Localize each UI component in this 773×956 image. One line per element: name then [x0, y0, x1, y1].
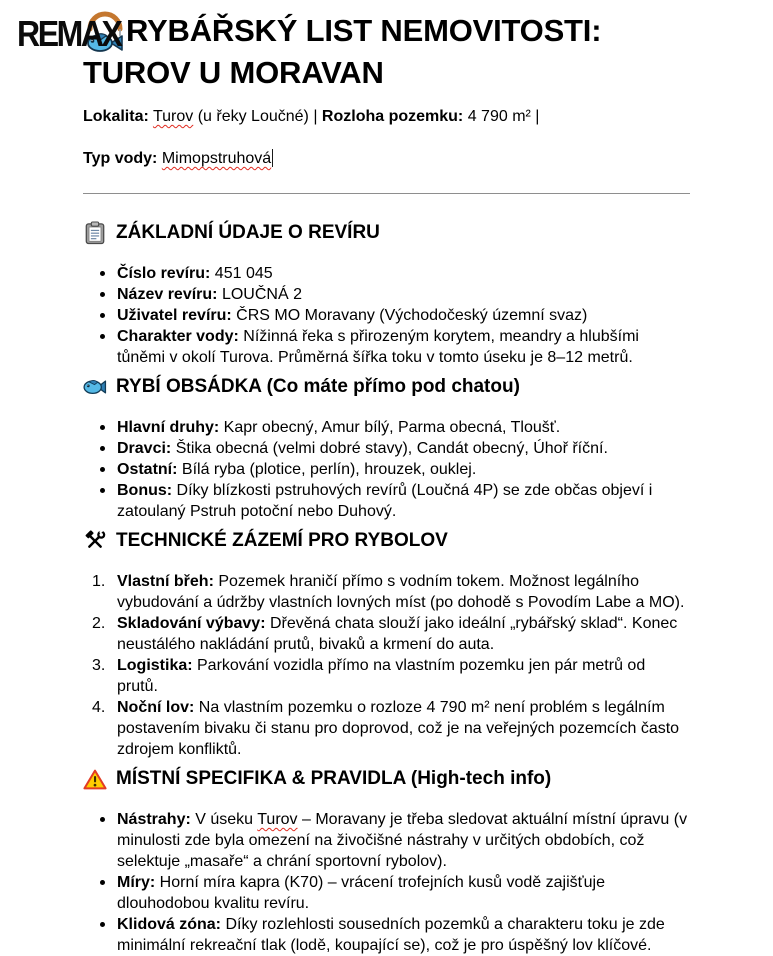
list-item [92, 655, 690, 697]
list-item [117, 284, 690, 305]
section-mistni-specifika [83, 767, 690, 956]
text-run: Dravci: [117, 440, 172, 457]
text-run: Klidová zóna: [117, 916, 222, 933]
text-run: 451 045 [210, 265, 273, 282]
text-run: ČRS MO Moravany (Východočeský územní svaz) [231, 307, 588, 324]
text-run: Uživatel revíru: [117, 307, 232, 324]
list-bullet-marker [100, 922, 105, 927]
text-run: Díky rozlehlosti sousedních pozemků a charakteru toku je zde minimální rekreační tlak (lodě, koupající se), což je pro úspěšný lov klíčové. [117, 916, 665, 954]
list-item [117, 872, 690, 914]
list-number-marker: 4. [92, 699, 106, 716]
text-run: Díky blízkosti pstruhových revírů (Loučná 4P) se zde občas objeví i zatoulaný Pstruh potoční nebo Duhový. [117, 482, 653, 520]
section-title: TECHNICKÉ ZÁZEMÍ PRO RYBOLOV [116, 530, 448, 551]
property-meta [83, 106, 690, 169]
bullet-list [83, 809, 690, 956]
bullet-list [83, 417, 690, 522]
list-bullet-marker [100, 292, 105, 297]
title-line-1: RYBÁŘSKÝ LIST NEMOVITOSTI: [126, 13, 602, 48]
section-zakladni-udaje [83, 221, 690, 368]
text-cursor-caret [272, 149, 273, 167]
section-technicke-zazemi [83, 529, 690, 760]
section-heading [83, 375, 690, 399]
section-rybi-obsadka [83, 375, 690, 522]
text-run: Noční lov: [117, 699, 195, 716]
text-run: 4 790 m² | [463, 108, 540, 125]
list-item [92, 697, 690, 760]
list-bullet-marker [100, 446, 105, 451]
list-item [117, 459, 690, 480]
text-run: Horní míra kapra (K70) – vrácení trofejních kusů vodě zajišťuje dlouhodobou kvalitu revíru. [117, 874, 605, 912]
text-run: Pozemek hraničí přímo s vodním tokem. Možnost legálního vybudování a údržby vlastních lovných míst (po dohodě s Povodím Labe a MO). [117, 573, 685, 611]
text-run: LOUČNÁ 2 [217, 286, 302, 303]
document-title [83, 10, 690, 94]
section-heading [83, 767, 690, 791]
text-run: Rozloha pozemku: [321, 108, 464, 125]
warning-icon [83, 767, 107, 791]
tools-icon [83, 529, 107, 553]
remax-logo: REMAX [17, 13, 121, 54]
text-run: V úseku [190, 811, 258, 828]
list-item [117, 263, 690, 284]
section-heading [83, 221, 690, 245]
list-item [117, 809, 690, 872]
text-run: Vlastní břeh: [117, 573, 214, 590]
section-title: ZÁKLADNÍ ÚDAJE O REVÍRU [116, 222, 380, 243]
list-item [117, 438, 690, 459]
list-bullet-marker [100, 488, 105, 493]
list-bullet-marker [100, 425, 105, 430]
text-run: Na vlastním pozemku o rozloze 4 790 m² není problém s legálním postavením bivaku či stanu pro doprovod, což je na veřejných pozemcích často zdrojem konfliktů. [117, 699, 680, 758]
section-title: MÍSTNÍ SPECIFIKA & PRAVIDLA (High-tech info) [116, 768, 552, 789]
fish-icon [83, 375, 107, 399]
list-item [117, 914, 690, 956]
misspelled-word: Mimopstruhová [161, 150, 272, 167]
text-run: Bílá ryba (plotice, perlín), hrouzek, ouklej. [177, 461, 477, 478]
document-content [0, 10, 773, 956]
text-run: Hlavní druhy: [117, 419, 220, 436]
misspelled-word: Turov [257, 811, 298, 828]
text-run: Bonus: [117, 482, 173, 499]
text-run: – Moravany je třeba sledovat aktuální místní úpravu (v minulosti zde byla omezení na živočišné nástrahy v určitých obdobích, což selektuje „masaře“ a chrání sportovní rybolov). [117, 811, 688, 870]
text-run: Číslo revíru: [117, 265, 211, 282]
list-bullet-marker [100, 880, 105, 885]
list-item [92, 613, 690, 655]
text-run: Kapr obecný, Amur bílý, Parma obecná, Tloušť. [219, 419, 561, 436]
section-heading [83, 529, 690, 553]
bullet-list [83, 263, 690, 368]
list-bullet-marker [100, 313, 105, 318]
list-item [117, 326, 690, 368]
text-run: Parkování vozidla přímo na vlastním pozemku jen pár metrů od prutů. [117, 657, 646, 695]
list-number-marker: 2. [92, 615, 106, 632]
text-run: Ostatní: [117, 461, 178, 478]
text-run: Dřevěná chata slouží jako ideální „rybářský sklad“. Konec neustálého nakládání prutů, bivaků a krmení do auta. [117, 615, 678, 653]
text-run: Lokalita: [83, 108, 149, 125]
text-run: Charakter vody: [117, 328, 239, 345]
list-bullet-marker [100, 467, 105, 472]
list-number-marker: 3. [92, 657, 106, 674]
text-run: Štika obecná (velmi dobré stavy), Candát obecný, Úhoř říční. [171, 440, 608, 457]
text-run: Nástrahy: [117, 811, 191, 828]
title-line-2: TUROV U MORAVAN [83, 55, 384, 90]
misspelled-word: Turov [152, 108, 194, 125]
section-title: RYBÍ OBSÁDKA (Co máte přímo pod chatou) [116, 376, 520, 397]
sections-container [83, 221, 690, 956]
clipboard-icon [83, 221, 107, 245]
list-bullet-marker [100, 334, 105, 339]
text-run: Míry: [117, 874, 156, 891]
meta-paragraph [83, 106, 690, 127]
text-run: Skladování výbavy: [117, 615, 266, 632]
text-run: (u řeky Loučné) | [193, 108, 322, 125]
text-run: Nížinná řeka s přirozeným korytem, meandry a hlubšími tůněmi v okolí Turova. Průměrná šířka toku v tomto úseku je 8–12 metrů. [117, 328, 639, 366]
meta-paragraph [83, 148, 690, 169]
horizontal-rule [83, 193, 690, 194]
text-run: Typ vody: [83, 150, 158, 167]
numbered-list [83, 571, 690, 760]
list-item [117, 305, 690, 326]
text-run: Název revíru: [117, 286, 218, 303]
text-run: Logistika: [117, 657, 193, 674]
list-item [92, 571, 690, 613]
list-item [117, 480, 690, 522]
list-bullet-marker [100, 271, 105, 276]
list-bullet-marker [100, 817, 105, 822]
list-number-marker: 1. [92, 573, 106, 590]
list-item [117, 417, 690, 438]
